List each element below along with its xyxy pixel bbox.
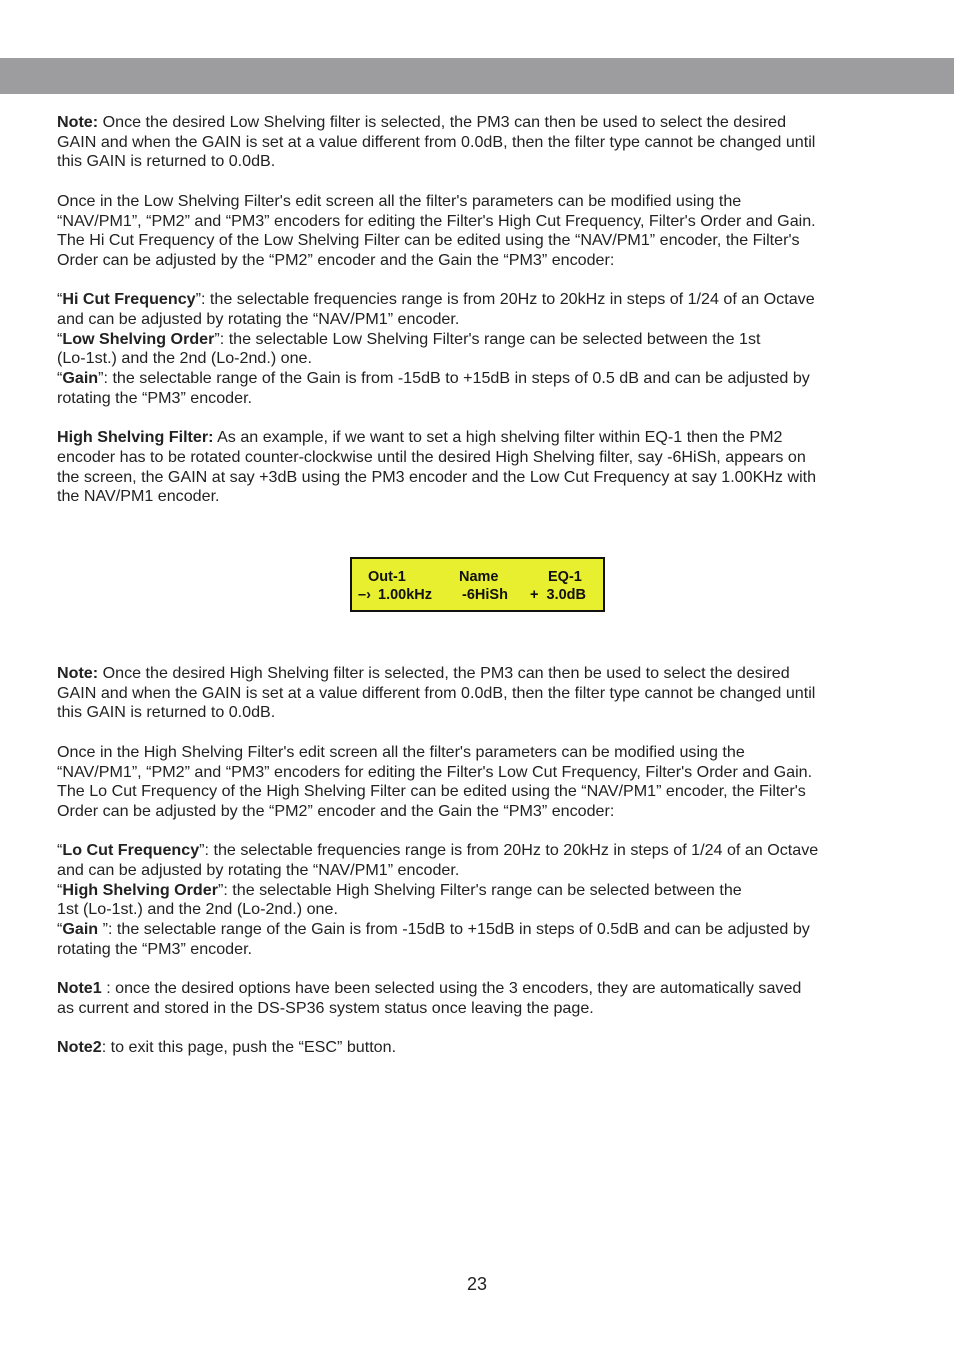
line-text: Order can be adjusted by the “PM2” encoder and the Gain the “PM3” encoder: [57,250,615,269]
text-line [57,133,902,153]
lcd-cursor-arrow: –› [358,587,371,603]
line-text: ”: the selectable Low Shelving Filter's range can be selected between the 1st [214,329,761,348]
bold-term: Gain [62,369,99,388]
text-line [57,979,902,999]
bold-term: High Shelving Order [62,880,218,899]
line-prefix: “ [57,880,63,899]
paragraph-gap [57,1019,902,1039]
line-prefix: “ [57,841,63,860]
bold-term: Note: [57,664,99,682]
line-text: Once the desired Low Shelving filter is selected, the PM3 can then be used to select the desired [98,113,787,131]
paragraph-gap [57,960,902,980]
line-text: The Hi Cut Frequency of the Low Shelving Filter can be edited using the “NAV/PM1” encoder, the Filter's [57,231,800,250]
line-text: as current and stored in the DS-SP36 system status once leaving the page. [57,998,594,1017]
line-text: : once the desired options have been selected using the 3 encoders, they are automatically saved [101,979,802,998]
line-text: ”: the selectable range of the Gain is from -15dB to +15dB in steps of 0.5 dB and can be adjusted by [98,369,810,388]
text-line [57,802,902,822]
line-text: 1st (Lo-1st.) and the 2nd (Lo-2nd.) one. [57,900,338,919]
text-line [57,448,902,468]
text-line [57,330,902,350]
text-line [57,782,902,802]
page-number: 23 [466,1274,488,1294]
paragraph-gap [57,723,902,743]
bold-term: Hi Cut Frequency [62,290,196,309]
line-text: this GAIN is returned to 0.0dB. [57,703,276,722]
text-block-low-shelving [57,113,902,507]
text-line [57,920,902,940]
bold-term: Note2 [57,1038,102,1057]
text-line [57,881,902,901]
line-prefix: “ [57,369,63,388]
lcd-gain-value: + 3.0dB [530,587,587,603]
text-line [57,428,902,448]
paragraph-gap [57,271,902,291]
text-line [57,1038,902,1058]
lcd-eq-label: EQ-1 [548,569,582,585]
text-line [57,743,902,763]
line-text: Order can be adjusted by the “PM2” encoder and the Gain the “PM3” encoder: [57,801,615,820]
paragraph-gap [57,409,902,429]
line-text: the screen, the GAIN at say +3dB using the PM3 encoder and the Low Cut Frequency at say 1.00KHz with [57,467,817,486]
text-line [57,763,902,783]
line-prefix: “ [57,329,63,348]
text-line [57,231,902,251]
text-line [57,113,902,133]
text-line [57,999,902,1019]
line-text: GAIN and when the GAIN is set at a value different from 0.0dB, then the filter type cannot be changed until [57,132,816,151]
text-line [57,940,902,960]
line-text: ”: the selectable range of the Gain is from -15dB to +15dB in steps of 0.5dB and can be adjusted by [98,920,810,939]
bold-term: Lo Cut Frequency [62,841,200,860]
text-line [57,468,902,488]
line-text: this GAIN is returned to 0.0dB. [57,152,276,171]
text-line [57,389,902,409]
line-text: rotating the “PM3” encoder. [57,939,253,958]
text-line [57,369,902,389]
text-line [57,310,902,330]
line-text: The Lo Cut Frequency of the High Shelving Filter can be edited using the “NAV/PM1” encoder, the Filter's [57,782,806,801]
header-bar [0,58,954,94]
lcd-display [350,557,605,612]
page-content [57,113,902,507]
line-prefix: “ [57,290,63,309]
bold-term: Low Shelving Order [62,329,215,348]
lcd-filter-type: -6HiSh [462,587,508,603]
bold-term: Note1 [57,979,102,998]
text-line [57,152,902,172]
line-text: ”: the selectable frequencies range is from 20Hz to 20kHz in steps of 1/24 of an Octave [199,841,819,860]
bold-term: Note: [57,113,99,131]
text-line [57,251,902,271]
text-line [57,212,902,232]
line-text: Once in the High Shelving Filter's edit screen all the filter's parameters can be modified using the [57,742,745,761]
line-prefix: “ [57,920,63,939]
line-text: “NAV/PM1”, “PM2” and “PM3” encoders for editing the Filter's High Cut Frequency, Filter's Order and Gain. [57,211,816,230]
lcd-name-label: Name [459,569,499,585]
lcd-frequency-value: 1.00kHz [378,587,433,603]
text-line [57,664,902,684]
line-text: ”: the selectable High Shelving Filter's range can be selected between the [217,880,742,899]
text-line [57,861,902,881]
text-line [57,900,902,920]
line-text: rotating the “PM3” encoder. [57,388,253,407]
line-text: “NAV/PM1”, “PM2” and “PM3” encoders for editing the Filter's Low Cut Frequency, Filter's Order and Gain. [57,762,813,781]
line-text: the NAV/PM1 encoder. [57,487,220,506]
line-text: Once in the Low Shelving Filter's edit screen all the filter's parameters can be modified using the [57,191,742,210]
page-content-lower [57,664,902,1058]
bold-term: High Shelving Filter: [57,428,214,447]
text-line [57,487,902,507]
text-block-high-shelving [57,664,902,1058]
lcd-output-label: Out-1 [368,569,406,585]
line-text: Once the desired High Shelving filter is selected, the PM3 can then be used to select the desired [98,664,790,682]
line-text: encoder has to be rotated counter-clockwise until the desired High Shelving filter, say -6HiSh, appears on [57,447,806,466]
text-line [57,841,902,861]
paragraph-gap [57,822,902,842]
line-text: As an example, if we want to set a high shelving filter within EQ-1 then the PM2 [213,428,783,447]
text-line [57,703,902,723]
text-line [57,192,902,212]
text-line [57,290,902,310]
line-text: GAIN and when the GAIN is set at a value different from 0.0dB, then the filter type cannot be changed until [57,683,816,702]
paragraph-gap [57,172,902,192]
line-text: and can be adjusted by rotating the “NAV/PM1” encoder. [57,310,460,328]
line-text: ”: the selectable frequencies range is from 20Hz to 20kHz in steps of 1/24 of an Octave [195,290,815,309]
line-text: and can be adjusted by rotating the “NAV/PM1” encoder. [57,861,460,879]
text-line [57,349,902,369]
line-text: (Lo-1st.) and the 2nd (Lo-2nd.) one. [57,349,312,368]
text-line [57,684,902,704]
bold-term: Gain [62,920,99,939]
line-text: : to exit this page, push the “ESC” button. [101,1038,397,1057]
